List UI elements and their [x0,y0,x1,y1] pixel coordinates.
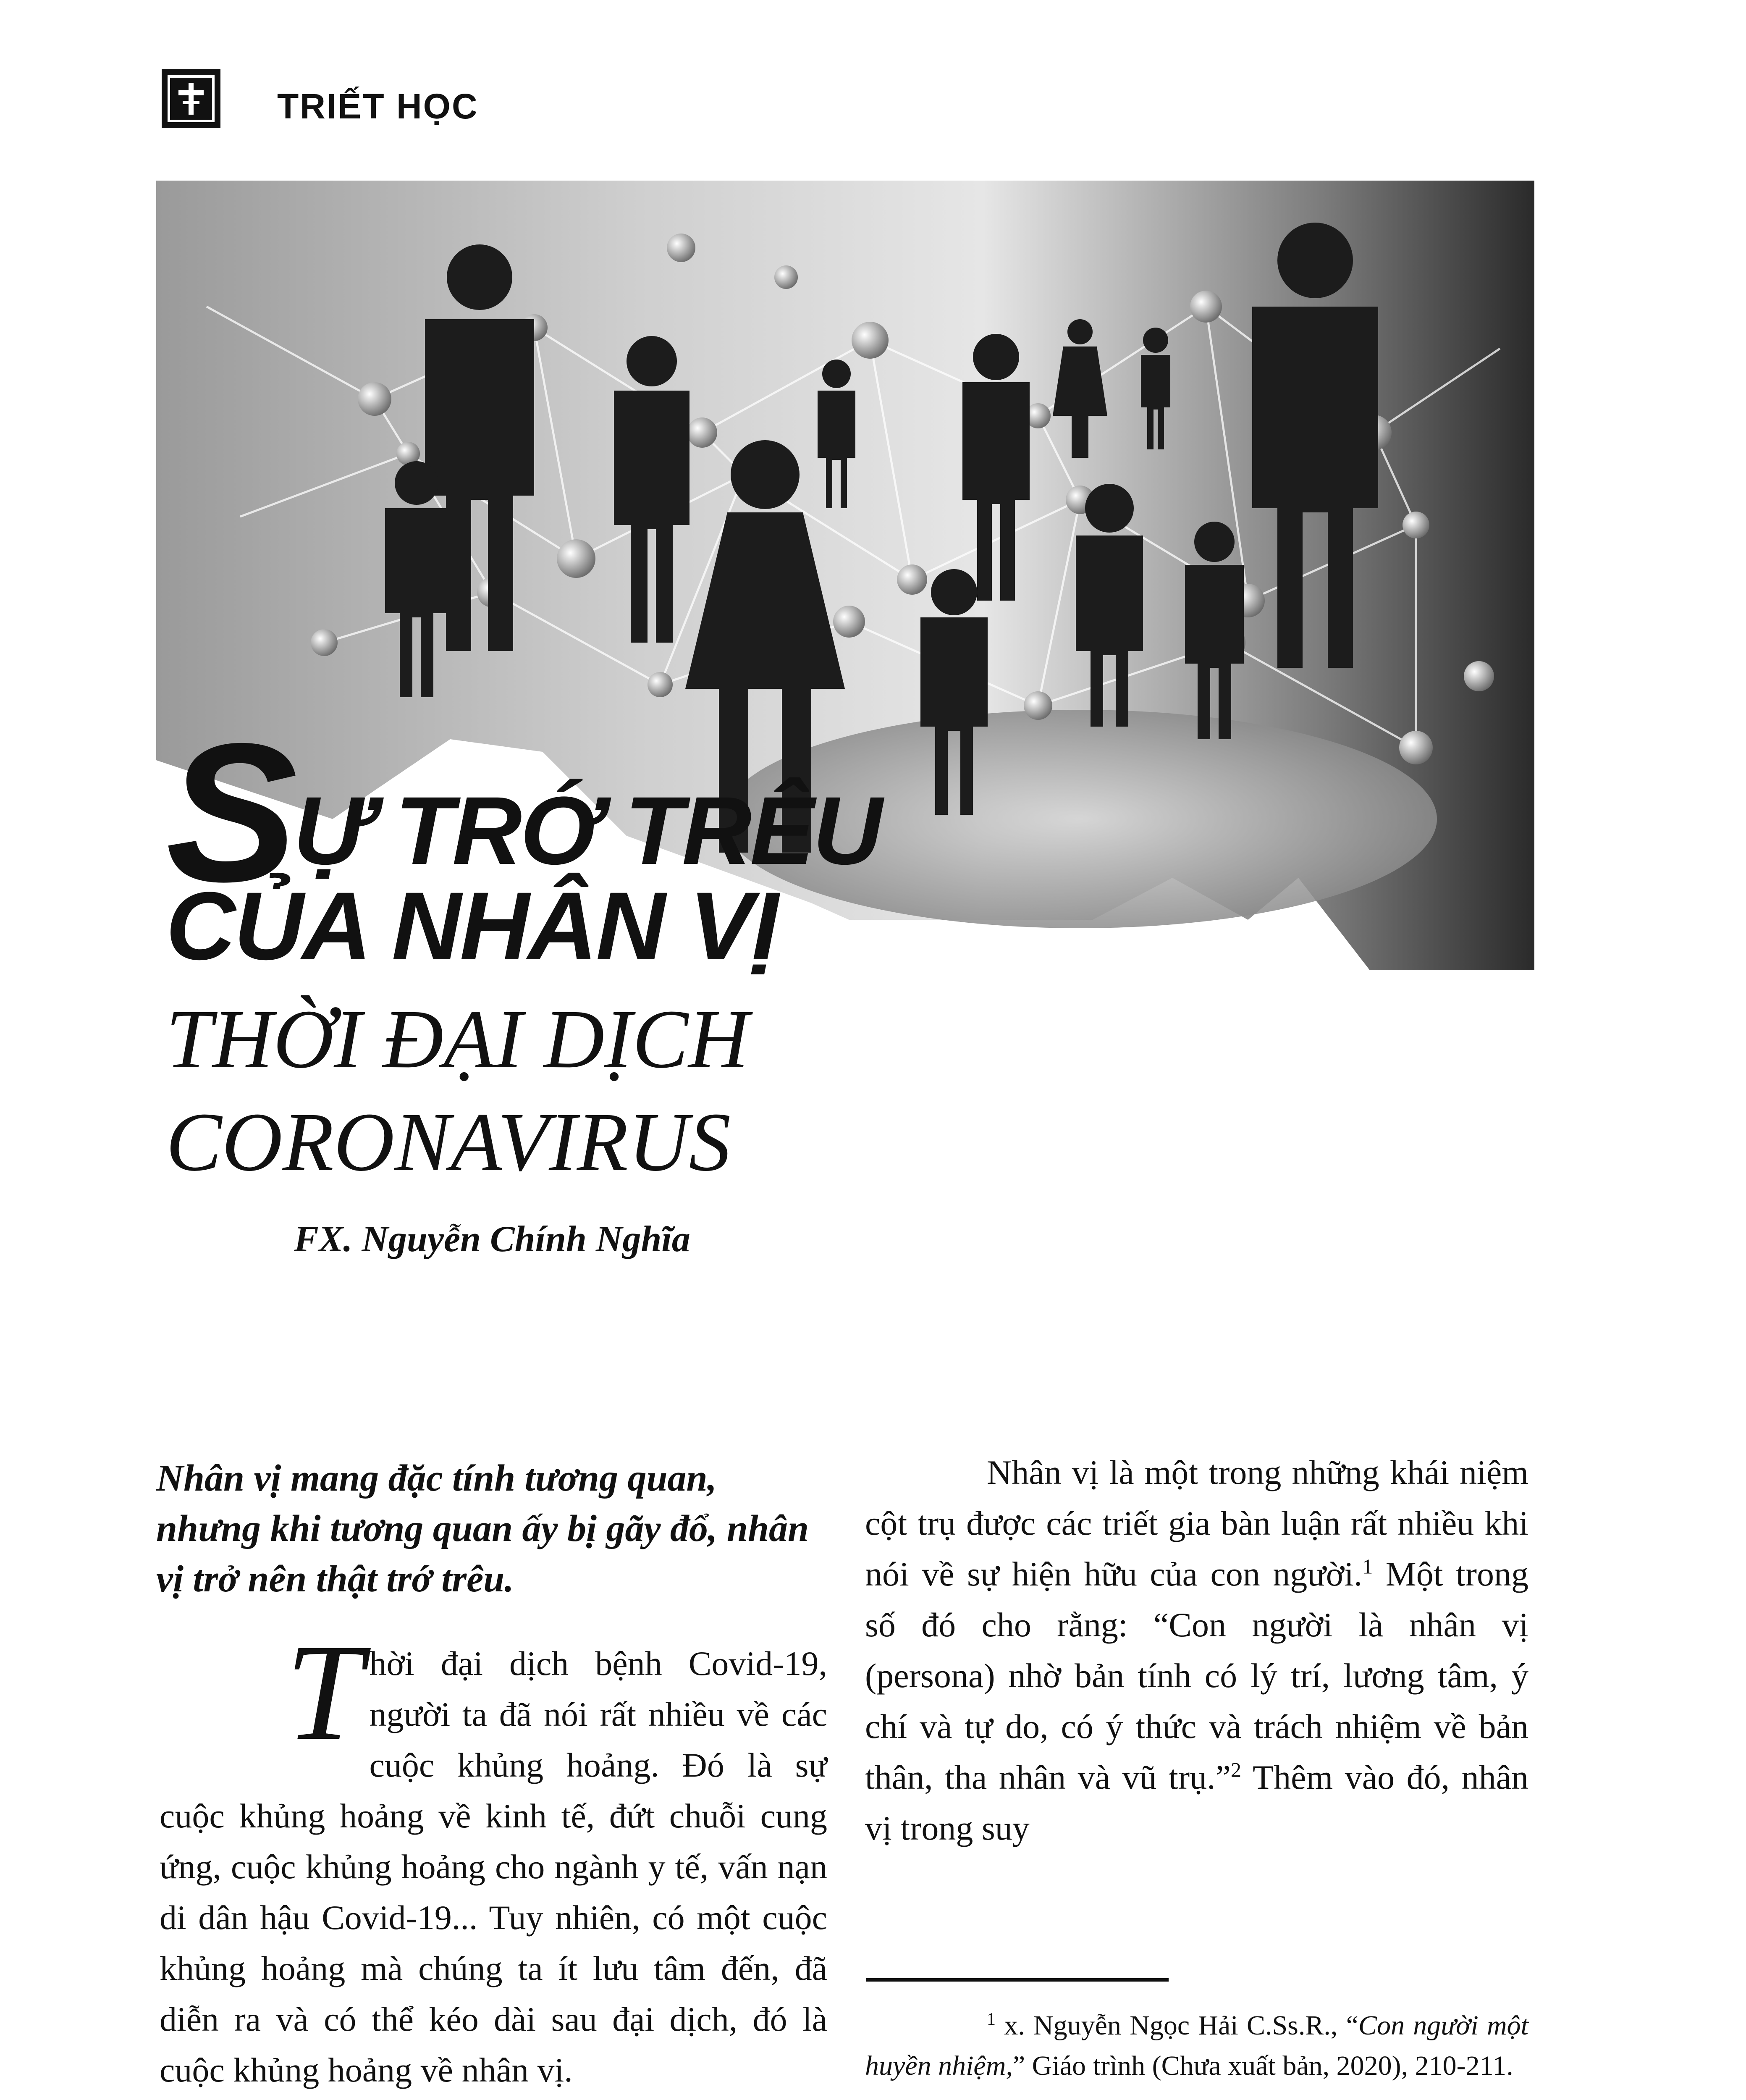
body-right-column [865,1447,1528,1853]
drop-cap: T [286,1616,363,1769]
section-title: TRIẾT HỌC [277,87,479,126]
footnote-1-post: ” Giáo trình (Chưa xuất bản, 2020), 210-211. [1012,2050,1513,2081]
footnote-divider [866,1978,1169,1982]
section-logo-icon [162,69,220,128]
article-subtitle-line-1: THỜI ĐẠI DỊCH [166,993,749,1086]
body-right-part-1: Nhân vị là một trong những khái niệm cột trụ được các triết gia bàn luận rất nhiều khi nói về sự hiện hữu của con người. [865,1453,1528,1593]
title-line-1-text: Ự TRỚ TRÊU [293,777,881,885]
author-name: FX. Nguyễn Chính Nghĩa [294,1219,690,1260]
body-right-part-2: Một trong số đó cho rằng: “Con người là nhân vị (persona) nhờ bản tính có lý trí, lương tâm, ý chí và tự do, có ý thức và trách nhiệm về bản thân, tha nhân và vũ trụ.” [865,1555,1528,1796]
footnote-1-title: Con người một huyền nhiệm, [865,2010,1528,2081]
article-title-line-2: CỦA NHÂN VỊ [166,872,777,980]
lead-paragraph: Nhân vị mang đặc tính tương quan, nhưng khi tương quan ấy bị gãy đổ, nhân vị trở nên thật trớ trêu. [156,1457,809,1600]
footnote-1 [865,2006,1528,2086]
title-drop-letter: S [166,702,294,923]
body-left-column [160,1616,827,2095]
body-left-text: hời đại dịch bệnh Covid-19, người ta đã nói rất nhiều về các cuộc khủng hoảng. Đó là sự cuộc khủng hoảng về kinh tế, đứt chuỗi cung ứng, cuộc khủng hoảng cho ngành y tế, vấn nạn di dân hậu Covid-19... Tuy nhiên, có một cuộc khủng hoảng mà chúng ta ít lưu tâm đến, đã diễn ra và có thể kéo dài sau đại dịch, đó là cuộc khủng hoảng về nhân vị. [160,1644,827,2089]
footnote-ref-1: 1 [1362,1554,1373,1578]
footnote-1-pre: x. Nguyễn Ngọc Hải C.Ss.R., “ [996,2010,1358,2041]
body-right-part-3: Thêm vào đó, nhân vị trong suy [865,1758,1528,1847]
article-subtitle-line-2: CORONAVIRUS [166,1096,731,1189]
footnote-ref-2: 2 [1231,1758,1242,1782]
footnote-1-number: 1 [987,2010,996,2029]
